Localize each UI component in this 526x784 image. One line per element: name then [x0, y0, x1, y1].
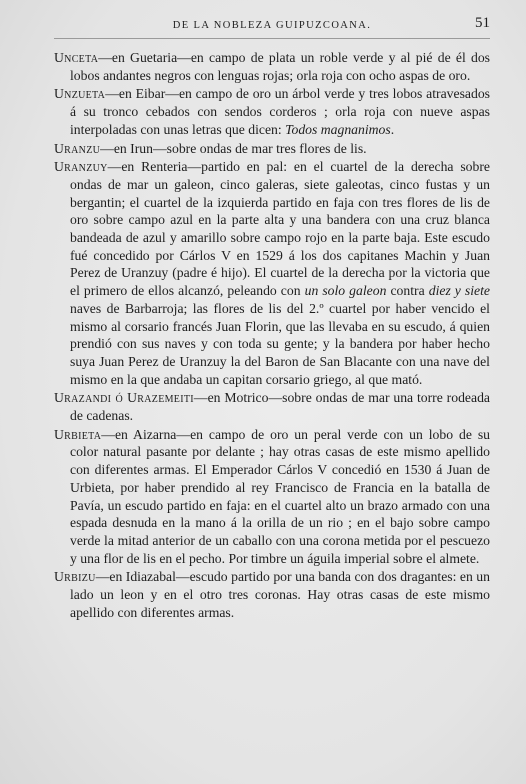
entry-unceta [54, 49, 490, 84]
running-title: DE LA NOBLEZA GUIPUZCOANA. [172, 20, 372, 31]
entry-text: —en Guetaria—en campo de plata un roble verde y al pié de él dos lobos andantes negros con lenguas rojas; orla roja con ocho aspas de oro. [70, 50, 490, 83]
surname-heading: Urbieta [54, 426, 102, 442]
surname-heading: Unzueta [54, 86, 106, 102]
entry-text: . [390, 121, 395, 137]
entry-text: —en Aizarna—en campo de oro un peral verde con un lobo de su color natural pasante por delante ; hay otras casas de este mismo apellido con diferentes armas. El Emperador Cárlos V concedió en 1530 á Juan de Urbieta, por haber prendido al rey Francisco de Francia en la batalla de Pavía, un escudo partido en faja: en el cuartel alto un brazo armado con una espada desnuda en la mano á la orilla de un rio ; en el bajo sobre campo verde la mitad anterior de un caballo con una corona metida por el pescuezo y una flor de lis en el pecho. Por timbre un águila imperial sobre el almete. [70, 426, 490, 566]
entry-urbieta [54, 426, 490, 568]
surname-heading: Uranzuy [54, 159, 108, 175]
surname-heading: Unceta [54, 50, 99, 65]
armorial-entries [54, 49, 490, 622]
emphasis-text: diez y siete [428, 283, 490, 299]
entry-text: contra [386, 283, 429, 299]
entry-text: —en Idiazabal—escudo partido por una banda con dos dragantes: en un lado un leon y en el otro tres coronas. Hay otras casas de este mismo apellido con diferentes armas. [70, 569, 490, 620]
running-header [54, 16, 490, 39]
motto-text: Todos magnanimos [285, 121, 391, 137]
entry-text: —en Eibar—en campo de oro un árbol verde y tres lobos atravesados á su tronco cebados con sendos corderos ; orla roja con nueve aspas interpoladas con unas letras que dicen: [70, 86, 490, 137]
emphasis-text: un solo galeon [304, 283, 387, 299]
entry-text: naves de Barbarroja; las flores de lis del 2.º cuartel por haber vencido el mismo al corsario francés Juan Florin, que las llevaba en su escudo, á quien prendió con sus naves y con toda su gente; y la bandera por haber hecho suya Juan Perez de Uranzuy la del Baron de San Blacante con una nave del mismo en la que andaba un capitan corsario griego, al que mató. [70, 300, 490, 387]
page-number: 51 [475, 15, 490, 31]
entry-text: —en Irun—sobre ondas de mar tres flores de lis. [100, 140, 367, 156]
entry-uranzuy [54, 158, 490, 388]
surname-heading: Urazandi ó Urazemeiti [54, 390, 194, 406]
surname-heading: Uranzu [54, 140, 101, 156]
entry-text: —en Motrico—sobre ondas de mar una torre rodeada de cadenas. [70, 390, 490, 424]
surname-heading: Urbizu [54, 569, 96, 585]
entry-urazandi [54, 389, 490, 424]
entry-urbizu [54, 568, 490, 621]
entry-text: —en Renteria—partido en pal: en el cuartel de la derecha sobre ondas de mar un galeon, cinco galeras, siete galeotas, cinco fustas y un bergantin; el cuartel de la izquierda partido en faja con tres flores de lis de oro sobre campo azul en la parte alta y una bandera con una cruz blanca bandeada de azul y amarillo sobre campo rojo en la parte baja. Este escudo fué concedido por Cárlos V en 1529 á los dos capitanes Machin y Juan Perez de Uranzuy (padre é hijo). El cuartel de la derecha por la victoria que el primero de ellos alcanzó, peleando con [70, 159, 490, 299]
entry-unzueta [54, 85, 490, 138]
entry-uranzu [54, 140, 490, 158]
